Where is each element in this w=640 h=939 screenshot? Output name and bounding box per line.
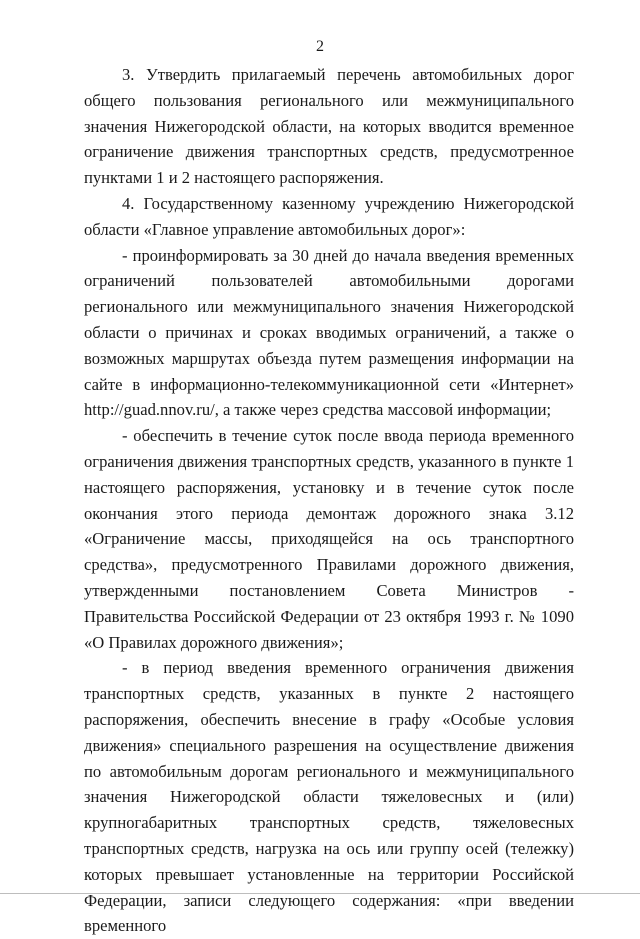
paragraph-inform-users: - проинформировать за 30 дней до начала введения временных ограничений пользователей автомобильными дорогами регионального или межмуниципального значения Нижегородской области о причинах и сроках вводимых ограничений, а также о возможных маршрутах объезда путем размещения информации на сайте в информационно-телекоммуникационной сети «Интернет» http://guad.nnov.ru/, а также через средства массовой информации;	[84, 245, 574, 420]
document-body	[84, 62, 574, 939]
page-number: 2	[316, 38, 324, 55]
paragraph-road-sign: - обеспечить в течение суток после ввода периода временного ограничения движения транспортных средств, указанного в пункте 1 настоящего распоряжения, установку и в течение суток после окончания этого периода демонтаж дорожного знака 3.12 «Ограничение массы, приходящейся на ось транспортного средства», предусмотренного Правилами дорожного движения, утвержденными постановлением Совета Министров - Правительства Российской Федерации от 23 октября 1993 г. № 1090 «О Правилах дорожного движения»;	[84, 426, 574, 652]
paragraph-item-4: 4. Государственному казенному учреждению Нижегородской области «Главное управление автомобильных дорог»:	[84, 193, 574, 239]
paragraph-special-permit: - в период введения временного ограничения движения транспортных средств, указанных в пункте 2 настоящего распоряжения, обеспечить внесение в графу «Особые условия движения» специального разрешения на осуществление движения по автомобильным дорогам регионального и межмуниципального значения Нижегородской области тяжеловесных и (или) крупногабаритных транспортных средств, тяжеловесных транспортных средств, нагрузка на ось или группу осей (тележку) которых превышает установленные на территории Российской Федерации, записи следующего содержания: «при введении временного	[84, 658, 574, 936]
paragraph-item-3: 3. Утвердить прилагаемый перечень автомобильных дорог общего пользования регионального или межмуниципального значения Нижегородской области, на которых вводится временное ограничение движения транспортных средств, предусмотренное пунктами 1 и 2 настоящего распоряжения.	[84, 65, 574, 188]
scan-edge-line	[0, 893, 640, 894]
